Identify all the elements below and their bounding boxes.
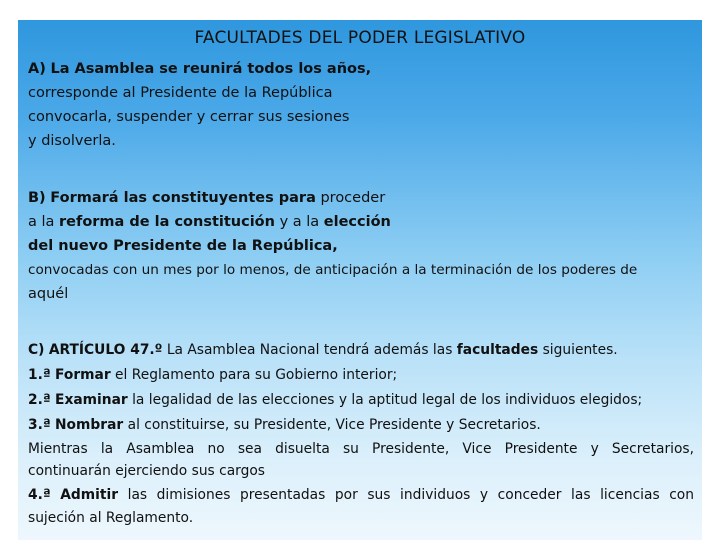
section-b-text-1: proceder [320,190,386,206]
section-a-label: A) [28,61,46,77]
section-b-line-2-mid: y a la [279,214,320,230]
section-a-line-1 [28,57,694,81]
section-a-line-2: corresponde al Presidente de la República [28,85,333,101]
section-c-mientras-line-2: continuarán ejerciendo sus cargos [28,463,265,479]
section-c-item-4 [28,484,694,507]
section-a-bold-text: La Asamblea se reunirá todos los años, [50,61,372,77]
item-text: al constituirse, su Presidente, Vice Presidente y Secretarios. [127,417,541,433]
section-b-line-2-pre: a la [28,214,55,230]
item-number: 2.ª [28,392,51,408]
section-c-label: C) [28,342,45,358]
section-b [28,186,694,306]
item-number: 4.ª [28,487,51,503]
item-verb: Examinar [55,392,128,408]
section-c-article-bold: facultades [456,342,539,358]
item-verb: Nombrar [55,417,124,433]
section-a-line-4: y disolverla. [28,133,116,149]
section-a-line-3: convocarla, suspender y cerrar sus sesiones [28,109,350,125]
section-c-article-end: siguientes. [542,342,618,358]
section-b-line-2-bold-2: elección [323,214,391,230]
section-b-line-5: aquél [28,286,69,302]
item-text: el Reglamento para su Gobierno interior; [115,367,398,383]
section-c-article: ARTÍCULO 47.º [48,342,163,358]
section-b-line-1 [28,186,694,210]
section-c-item-2 [28,388,694,413]
section-b-line-3 [28,234,694,258]
slide-title: FACULTADES DEL PODER LEGISLATIVO [194,28,526,48]
section-c-item-1 [28,363,694,388]
section-b-line-3-bold: del nuevo Presidente de la República, [28,238,338,254]
section-c-mientras-line-1: Mientras la Asamblea no sea disuelta su Presidente, Vice Presidente y Secretarios, [28,441,694,457]
section-b-line-4: convocadas con un mes por lo menos, de anticipación a la terminación de los poderes de [28,262,638,278]
item-number: 3.ª [28,417,51,433]
slide-background [18,20,702,540]
section-c-line-1 [28,338,694,363]
section-c-item-3 [28,413,694,438]
section-c-article-text: La Asamblea Nacional tendrá además las [166,342,453,358]
section-c [28,338,694,529]
section-b-line-2 [28,210,694,234]
item-text: las dimisiones presentadas por sus individuos y conceder las licencias con [127,487,694,503]
section-b-line-2-bold-1: reforma de la constitución [59,214,275,230]
section-c-item-4-line-2: sujeción al Reglamento. [28,510,194,526]
item-verb: Admitir [60,487,119,503]
item-verb: Formar [55,367,111,383]
section-b-bold-1: Formará las constituyentes para [50,190,316,206]
item-text: la legalidad de las elecciones y la aptitud legal de los individuos elegidos; [132,392,643,408]
section-b-label: B) [28,190,46,206]
section-a [28,57,694,153]
item-number: 1.ª [28,367,51,383]
